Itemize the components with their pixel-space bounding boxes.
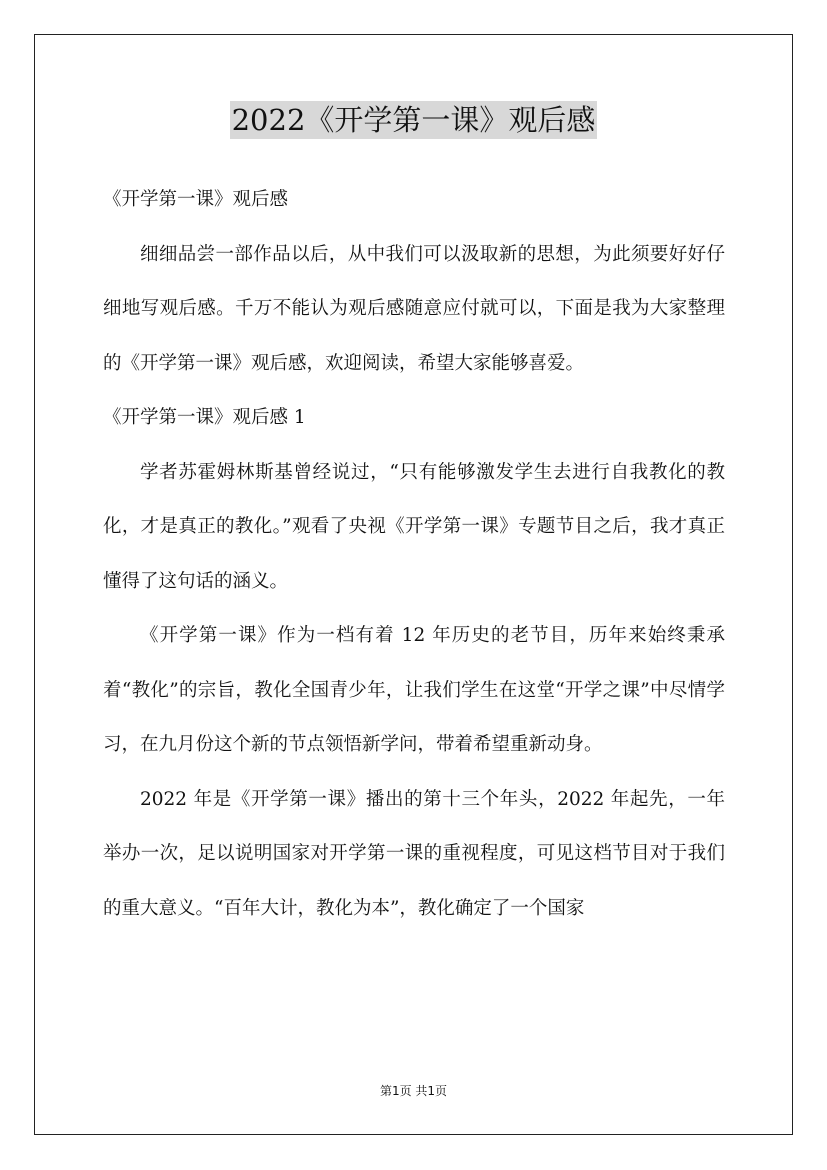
- section-heading: 《开学第一课》观后感: [103, 189, 289, 210]
- page-title: 2022《开学第一课》观后感: [231, 103, 596, 137]
- section-heading-1: 《开学第一课》观后感 1: [103, 407, 306, 428]
- document-body: [103, 173, 725, 936]
- paragraph-intro: 细细品尝一部作品以后，从中我们可以汲取新的思想，为此须要好好仔细地写观后感。千万不能认为观后感随意应付就可以，下面是我为大家整理的《开学第一课》观后感，欢迎阅读，希望大家能够喜爱。: [103, 243, 725, 374]
- page-footer: 第1页 共1页: [379, 1084, 448, 1098]
- title-block: [0, 100, 827, 140]
- paragraph: 学者苏霍姆林斯基曾经说过，“只有能够激发学生去进行自我教化的教化，才是真正的教化。”观看了央视《开学第一课》专题节目之后，我才真正懂得了这句话的涵义。: [103, 461, 725, 592]
- paragraph: 2022 年是《开学第一课》播出的第十三个年头，2022 年起先，一年举办一次，足以说明国家对开学第一课的重视程度，可见这档节目对于我们的重大意义。“百年大计，教化为本”，教化确定了一个国家: [103, 788, 725, 919]
- paragraph: 《开学第一课》作为一档有着 12 年历史的老节目，历年来始终秉承着“教化”的宗旨，教化全国青少年，让我们学生在这堂“开学之课”中尽情学习，在九月份这个新的节点领悟新学问，带着希望重新动身。: [103, 625, 725, 755]
